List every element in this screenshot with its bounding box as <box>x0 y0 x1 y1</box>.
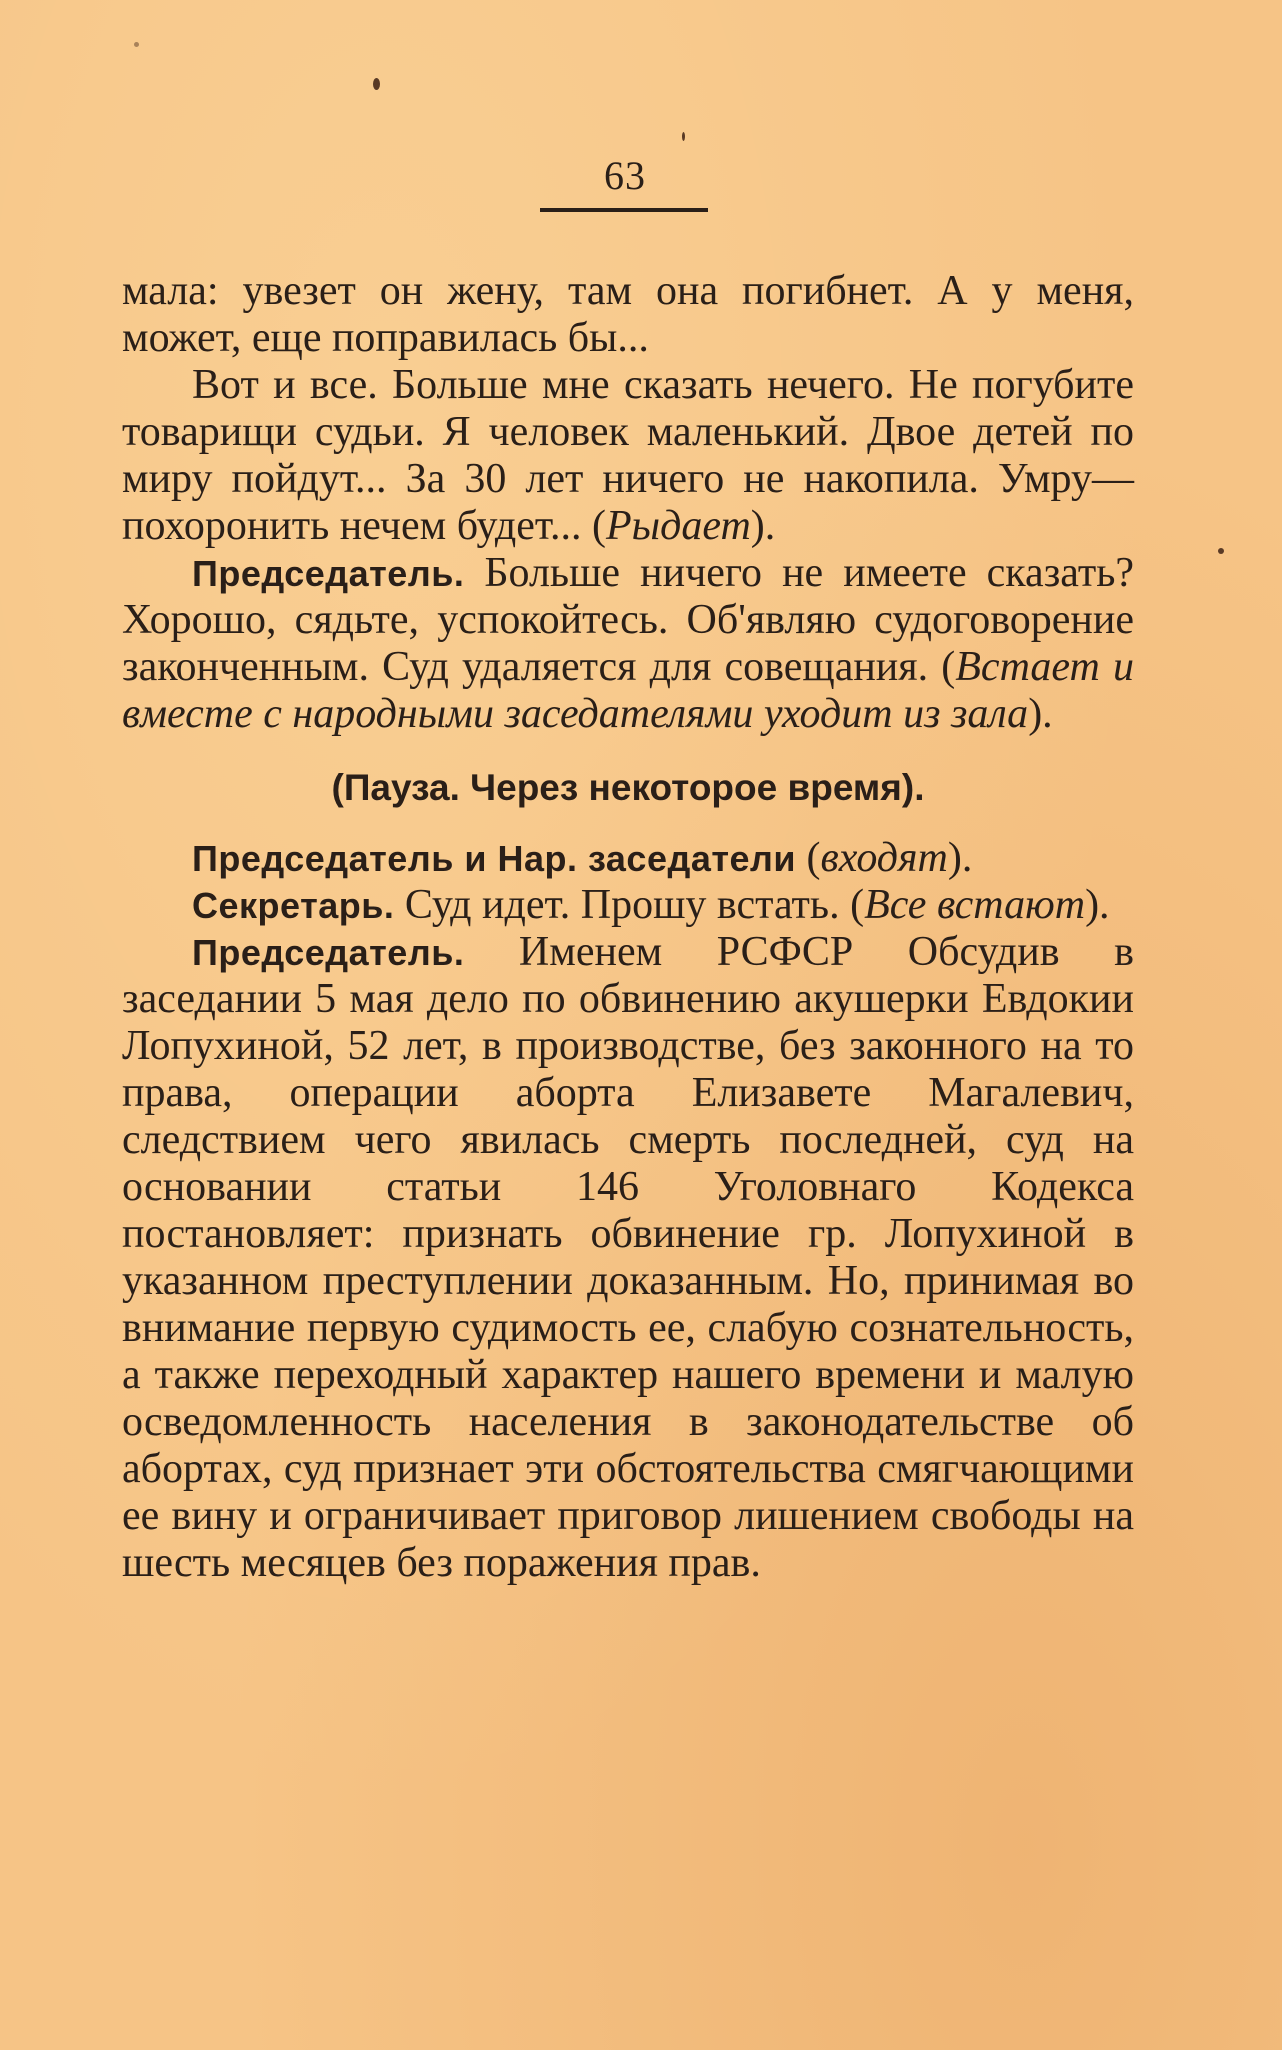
paragraph-continuation: мала: увезет он жену, там она погибнет. А у меня, может, еще поправилась бы... <box>122 268 1134 361</box>
paragraph-secretary: Секретарь. Суд идет. Прошу встать. (Все встают). <box>192 882 1110 928</box>
page-number-rule <box>540 208 708 212</box>
page-number: 63 <box>604 153 646 198</box>
paragraph-assessors-enter: Председатель и Нар. заседатели (входят). <box>192 835 973 881</box>
paragraph-lopukhina-plea: Вот и все. Больше мне сказать нечего. Не погубите товарищи судьи. Я человек маленький. Двое детей по миру пойдут... За 30 лет ничего не накопила. Умру—похоронить нечем будет... (Рыдает). <box>122 362 1134 549</box>
paper-speck <box>134 42 139 47</box>
speaker-name: Председатель и Нар. заседатели <box>192 838 796 879</box>
page-text <box>122 268 1134 1587</box>
speaker-name: Председатель. <box>192 932 465 973</box>
speaker-name: Председатель. <box>192 553 465 594</box>
speaker-name: Секретарь. <box>192 885 395 926</box>
paragraph-chairman-closing: Председатель. Больше ничего не имеете сказать? Хорошо, сядьте, успокойтесь. Об'являю судоговорение законченным. Суд удаляется для совещания. (Встает и вместе с народными заседателями уходит из зала). <box>122 550 1134 737</box>
paper-speck <box>373 78 380 90</box>
stage-direction: входят <box>820 835 948 881</box>
pause-heading: (Пауза. Через некоторое время). <box>331 767 925 808</box>
paper-speck <box>682 132 685 141</box>
paragraph-verdict: Председатель. Именем РСФСР Обсудив в заседании 5 мая дело по обвинению акушерки Евдокии Лопухиной, 52 лет, в производстве, без законного на то права, операции аборта Елизавете Магалевич, следствием чего явилась смерть последней, суд на основании статьи 146 Уголовнаго Кодекса постановляет: признать обвинение гр. Лопухиной в указанном преступлении доказанным. Но, принимая во внимание первую судимость ее, слабую сознательность, а также переходный характер нашего времени и малую осведомленность населения в законодательстве об абортах, суд признает эти обстоятельства смягчающими ее вину и ограничивает приговор лишением свободы на шесть месяцев без поражения прав. <box>122 929 1134 1586</box>
stage-direction: Встает и вместе с народными заседателями уходит из зала <box>122 644 1134 737</box>
stage-direction: Все встают <box>864 882 1086 928</box>
stage-direction: Рыдает <box>606 503 751 549</box>
paper-speck <box>1218 548 1224 554</box>
